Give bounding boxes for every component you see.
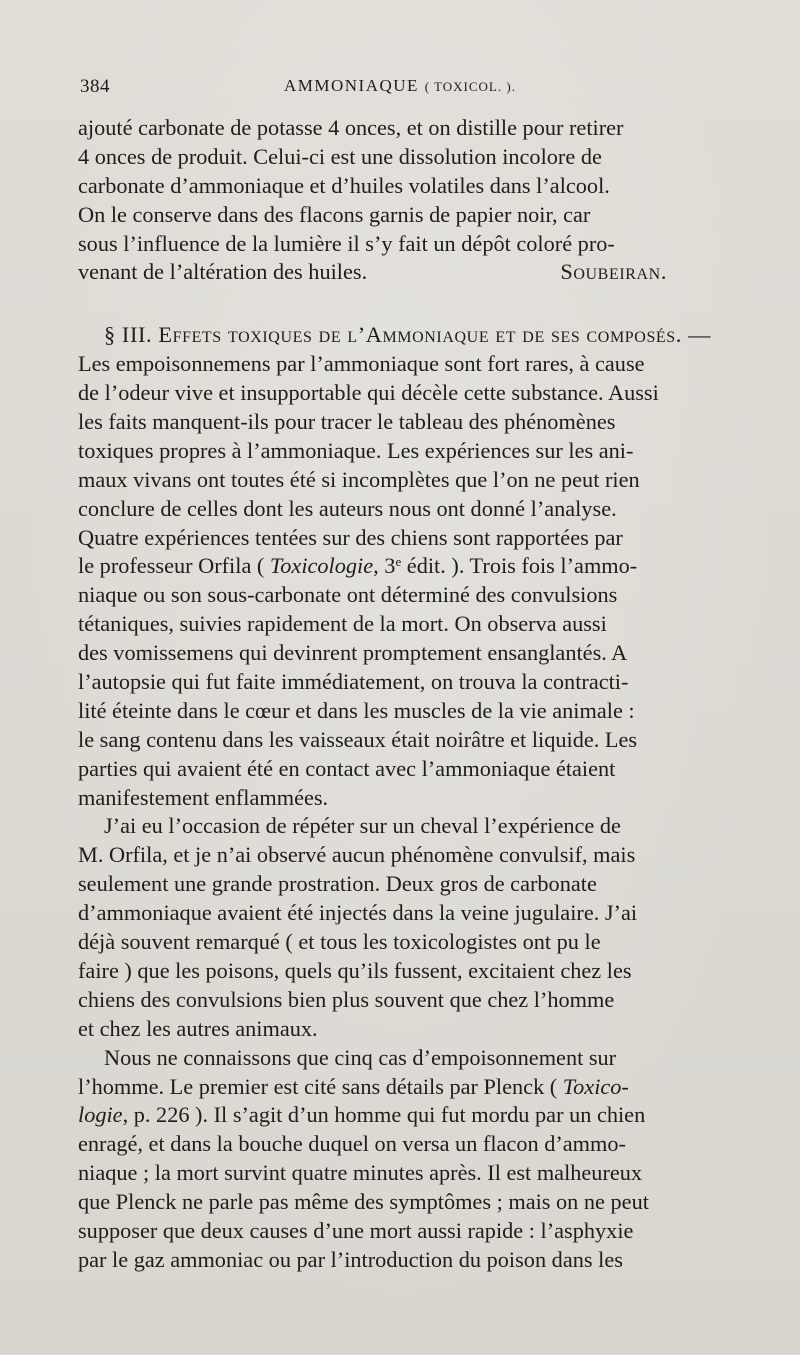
text-line: faire ) que les poisons, quels qu’ils fussent, excitaient chez les [78,957,632,983]
text-line: Nous ne connaissons que cinq cas d’empoisonnement sur [104,1044,617,1070]
text-line: les faits manquent-ils pour tracer le tableau des phénomènes [78,409,616,435]
text-line: supposer que deux causes d’une mort aussi rapide : l’asphyxie [78,1217,634,1243]
text-line: maux vivans ont toutes été si incomplètes que l’on ne peut rien [78,466,640,492]
text-line: par le gaz ammoniac ou par l’introduction du poison dans les [78,1246,623,1272]
text-line [78,552,745,581]
text-fragment: , 3 [373,553,396,579]
text-line: ajouté carbonate de potasse 4 onces, et on distille pour retirer [78,115,624,140]
text-line: le sang contenu dans les vaisseaux était noirâtre et liquide. Les [78,726,638,752]
text-line: Quatre expériences tentées sur des chiens sont rapportées par [78,524,623,550]
text-line: On le conserve dans des flacons garnis de papier noir, car [78,201,591,227]
paragraph-3 [78,812,745,1043]
text-line: des vomissemens qui devinrent promptement ensanglantés. A [78,640,628,666]
text-line: lité éteinte dans le cœur et dans les muscles de la vie animale : [78,697,635,723]
paragraph-2 [78,350,745,812]
page-header [78,76,745,106]
text-line: conclure de celles dont les auteurs nous ont donné l’analyse. [78,495,617,521]
running-head-title: AMMONIAQUE [284,76,419,95]
text-line: et chez les autres animaux. [78,1015,318,1041]
book-title-citation: Toxicologie [269,553,374,579]
text-line: M. Orfila, et je n’ai observé aucun phénomène convulsif, mais [78,842,636,868]
text-line: chiens des convulsions bien plus souvent que chez l’homme [78,986,615,1012]
text-line: Les empoisonnemens par l’ammoniaque sont fort rares, à cause [78,351,645,377]
text-line: enragé, et dans la bouche duquel on versa un flacon d’ammo- [78,1131,626,1157]
text-line: tétaniques, suivies rapidement de la mort. On observa aussi [78,611,607,637]
text-line: carbonate d’ammoniaque et d’huiles volatiles dans l’alcool. [78,172,610,198]
text-line: 4 onces de produit. Celui-ci est une dissolution incolore de [78,143,602,169]
text-fragment: l’homme. Le premier est cité sans détails par Plenck ( [78,1073,563,1099]
text-line: déjà souvent remarqué ( et tous les toxicologistes ont pu le [78,929,601,955]
text-line: J’ai eu l’occasion de répéter sur un cheval l’expérience de [104,813,621,839]
text-line: niaque ; la mort survint quatre minutes après. Il est malheureux [78,1160,643,1186]
text-line [78,258,745,287]
book-title-citation: logie [78,1102,123,1128]
superscript: e [395,554,402,570]
section-spacer [78,287,745,321]
text-line: de l’odeur vive et insupportable qui décèle cette substance. Aussi [78,380,659,406]
text-line: niaque ou son sous-carbonate ont déterminé des convulsions [78,582,618,608]
author-signature: Soubeiran. [560,259,667,285]
text-line [78,1101,745,1130]
text-fragment: édit. ). Trois fois l’ammo- [401,553,638,579]
page-number: 384 [80,76,110,97]
text-line: d’ammoniaque avaient été injectés dans la veine jugulaire. J’ai [78,900,638,926]
text-line-content: venant de l’altération des huiles. [78,259,368,285]
paragraph-4 [78,1044,745,1275]
section-heading: § III. Effets toxiques de l’Ammoniaque et de ses composés. — [104,322,712,348]
text-line: sous l’influence de la lumière il s’y fait un dépôt coloré pro- [78,230,615,256]
text-line: seulement une grande prostration. Deux gros de carbonate [78,871,597,897]
text-line: manifestement enflammées. [78,784,329,810]
text-line [78,1073,745,1102]
text-line: parties qui avaient été en contact avec l’ammoniaque étaient [78,755,616,781]
running-head-subtitle: ( TOXICOL. ). [424,79,516,94]
book-title-citation: Toxico- [562,1073,629,1099]
running-head [284,76,516,96]
text-fragment: le professeur Orfila ( [78,553,270,579]
text-fragment: , p. 226 ). Il s’agit d’un homme qui fut mordu par un chien [122,1102,646,1128]
text-line: que Plenck ne parle pas même des symptômes ; mais on ne peut [78,1189,649,1215]
text-line: toxiques propres à l’ammoniaque. Les expériences sur les ani- [78,437,634,463]
text-line: l’autopsie qui fut faite immédiatement, on trouva la contracti- [78,669,629,695]
body-text [78,114,745,1275]
paragraph-1 [78,114,745,287]
